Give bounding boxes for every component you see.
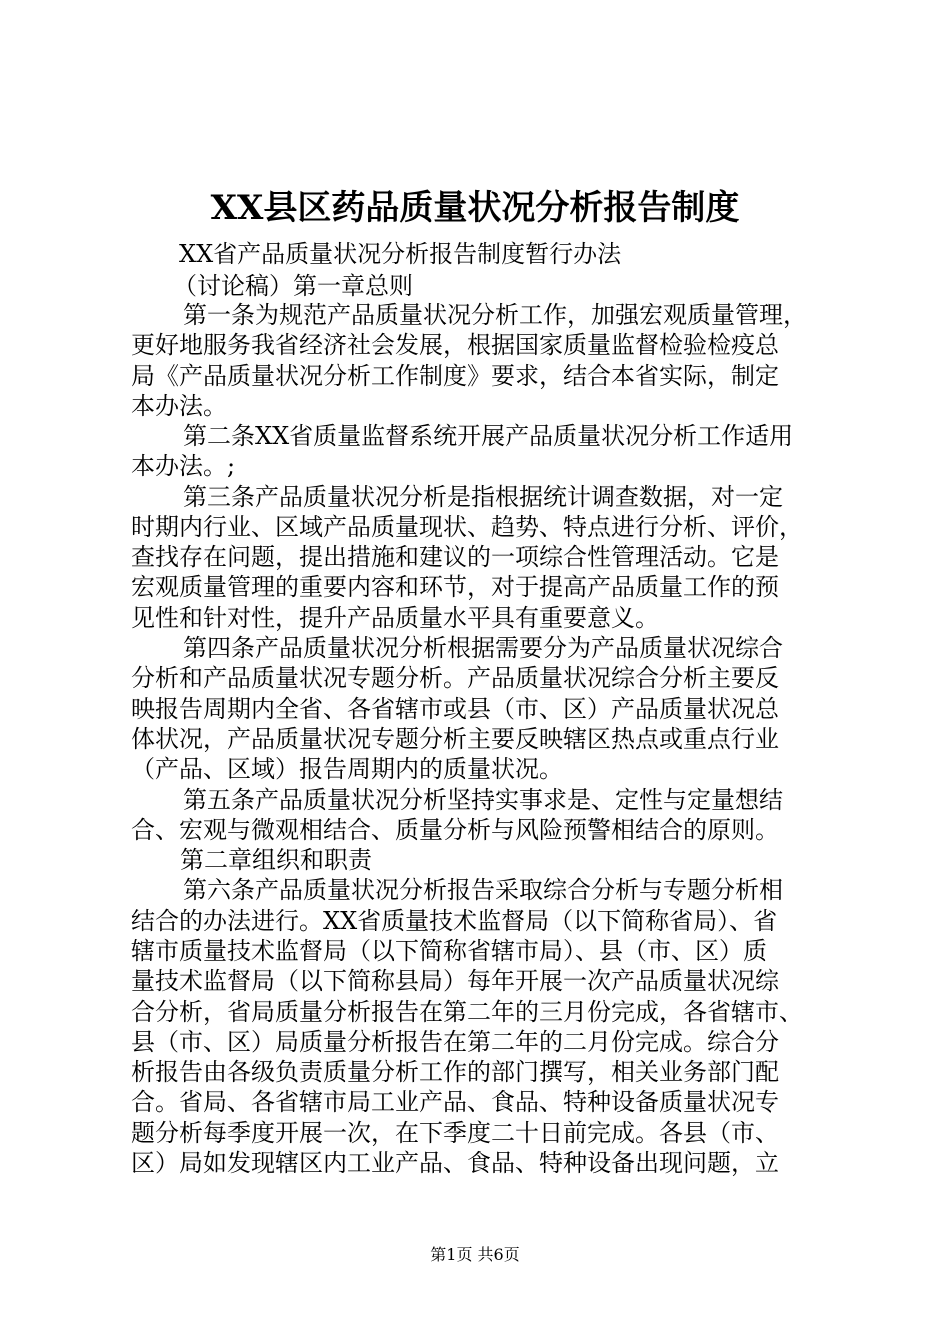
body-line: 体状况，产品质量状况专题分析主要反映辖区热点或重点行业 <box>131 725 779 753</box>
body-line: 量技术监督局（以下简称县局）每年开展一次产品质量状况综 <box>131 967 779 995</box>
section-heading: 第二章组织和职责 <box>180 846 372 874</box>
body-line: 第一条为规范产品质量状况分析工作，加强宏观质量管理， <box>183 301 807 329</box>
body-line: 分析和产品质量状况专题分析。产品质量状况综合分析主要反 <box>131 664 779 692</box>
body-line: 见性和针对性，提升产品质量水平具有重要意义。 <box>131 604 659 632</box>
body-line: 更好地服务我省经济社会发展，根据国家质量监督检验检疫总 <box>131 331 779 359</box>
body-line: 辖市质量技术监督局（以下简称省辖市局）、县（市、区）质 <box>131 937 767 965</box>
body-line: 题分析每季度开展一次，在下季度二十日前完成。各县（市、 <box>131 1119 779 1147</box>
body-line: 第三条产品质量状况分析是指根据统计调查数据，对一定 <box>183 483 783 511</box>
body-line: （讨论稿）第一章总则 <box>173 272 413 300</box>
body-line: 查找存在问题，提出措施和建议的一项综合性管理活动。它是 <box>131 543 779 571</box>
body-line: 析报告由各级负责质量分析工作的部门撰写，相关业务部门配 <box>131 1058 779 1086</box>
body-line: 第二条XX省质量监督系统开展产品质量状况分析工作适用 <box>183 422 794 450</box>
body-line: 本办法。 <box>131 392 227 420</box>
body-line: 结合的办法进行。XX省质量技术监督局（以下简称省局）、省 <box>131 907 778 935</box>
page-indicator: 第1页 共6页 <box>430 1245 520 1264</box>
body-line: 合、宏观与微观相结合、质量分析与风险预警相结合的原则。 <box>131 816 779 844</box>
body-line: 合。省局、各省辖市局工业产品、食品、特种设备质量状况专 <box>131 1088 779 1116</box>
body-line: 局《产品质量状况分析工作制度》要求，结合本省实际，制定 <box>131 362 779 390</box>
body-line: 合分析，省局质量分析报告在第二年的三月份完成，各省辖市、 <box>131 998 803 1026</box>
document-title: XX县区药品质量状况分析报告制度 <box>210 188 740 228</box>
body-line: 映报告周期内全省、各省辖市或县（市、区）产品质量状况总 <box>131 695 779 723</box>
body-line: 县（市、区）局质量分析报告在第二年的二月份完成。综合分 <box>131 1028 779 1056</box>
body-line: 宏观质量管理的重要内容和环节，对于提高产品质量工作的预 <box>131 573 779 601</box>
body-line: 本办法。; <box>131 452 236 480</box>
body-line: 时期内行业、区域产品质量现状、趋势、特点进行分析、评价， <box>131 513 803 541</box>
body-line: 第五条产品质量状况分析坚持实事求是、定性与定量想结 <box>183 786 783 814</box>
body-line: 区）局如发现辖区内工业产品、食品、特种设备出现问题，立 <box>131 1149 779 1177</box>
body-line: XX省产品质量状况分析报告制度暂行办法 <box>179 240 622 268</box>
body-line: 第四条产品质量状况分析根据需要分为产品质量状况综合 <box>183 634 783 662</box>
body-line: 第六条产品质量状况分析报告采取综合分析与专题分析相 <box>183 876 783 904</box>
body-line: （产品、区域）报告周期内的质量状况。 <box>131 755 563 783</box>
